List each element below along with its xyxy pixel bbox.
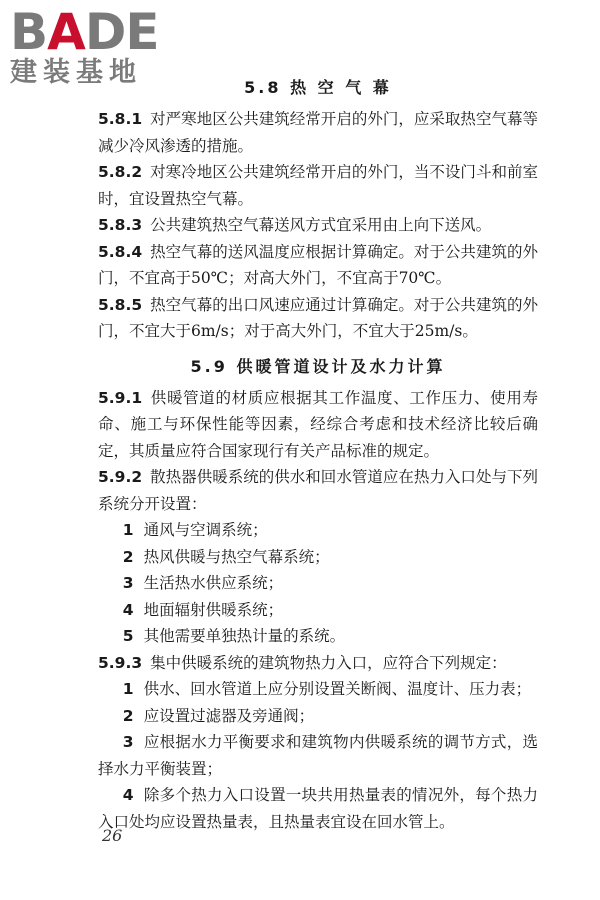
item-number: 1 <box>122 521 134 539</box>
logo-letter-a: A <box>47 3 85 61</box>
list-item <box>98 597 538 624</box>
clause-text: 供暖管道的材质应根据其工作温度、工作压力、使用寿命、施工与环保性能等因素，经综合考虑和技术经济比较后确定，其质量应符合国家现行有关产品标准的规定。 <box>98 388 538 460</box>
item-number: 3 <box>122 574 134 592</box>
clause-5-9-1 <box>98 385 538 465</box>
clause-5-8-1 <box>98 106 538 159</box>
logo-subtitle: 建装基地 <box>10 57 142 88</box>
clause-5-8-5 <box>98 292 538 345</box>
clause-number: 5.8.4 <box>98 242 143 261</box>
clause-number: 5.9.1 <box>98 388 143 407</box>
clause-number: 5.9.2 <box>98 468 143 486</box>
item-number: 3 <box>122 733 134 751</box>
item-text: 其他需要单独热计量的系统。 <box>143 627 346 645</box>
list-item <box>98 782 538 835</box>
item-text: 地面辐射供暖系统； <box>143 600 284 619</box>
clause-5-9-3 <box>98 650 538 677</box>
item-number: 1 <box>122 680 134 698</box>
logo-wordmark <box>10 3 175 61</box>
item-number: 4 <box>122 600 134 619</box>
list-item <box>98 703 538 730</box>
clause-5-8-2 <box>98 159 538 212</box>
clause-text: 热空气幕的出口风速应通过计算确定。对于公共建筑的外门，不宜大于6m/s；对于高大外门，不宜大于25m/s。 <box>98 295 538 340</box>
clause-text: 集中供暖系统的建筑物热力入口，应符合下列规定： <box>150 653 507 672</box>
list-item <box>98 570 538 597</box>
clause-5-8-3 <box>98 212 538 239</box>
clause-text: 散热器供暖系统的供水和回水管道应在热力入口处与下列系统分开设置： <box>98 468 538 513</box>
item-number: 2 <box>122 706 134 725</box>
item-text: 供水、回水管道上应分别设置关断阀、温度计、压力表； <box>143 680 532 698</box>
clause-text: 对严寒地区公共建筑经常开启的外门，应采取热空气幕等减少冷风渗透的措施。 <box>98 110 538 155</box>
item-number: 4 <box>122 786 134 804</box>
document-body <box>98 76 538 835</box>
item-text: 应设置过滤器及旁通阀； <box>143 706 315 725</box>
item-text: 热风供暖与热空气幕系统； <box>143 547 330 566</box>
list-item <box>98 729 538 782</box>
clause-text: 对寒冷地区公共建筑经常开启的外门，当不设门斗和前室时，宜设置热空气幕。 <box>98 163 538 208</box>
clause-number: 5.8.2 <box>98 163 143 181</box>
section-5-9-title: 5.9 供暖管道设计及水力计算 <box>190 356 446 376</box>
clause-number: 5.8.3 <box>98 216 143 234</box>
list-item <box>98 517 538 544</box>
logo-letter-b: B <box>10 3 48 61</box>
clause-text: 公共建筑热空气幕送风方式宜采用由上向下送风。 <box>150 216 492 234</box>
item-text: 应根据水力平衡要求和建筑物内供暖系统的调节方式，选择水力平衡装置； <box>98 733 538 778</box>
item-number: 2 <box>122 547 134 566</box>
clause-5-8-4 <box>98 239 538 292</box>
list-item <box>98 623 538 650</box>
clause-number: 5.8.5 <box>98 295 143 314</box>
clause-number: 5.9.3 <box>98 653 143 672</box>
page-number: 26 <box>102 826 123 845</box>
list-item <box>98 544 538 571</box>
list-item <box>98 676 538 703</box>
section-5-8-title: 5.8 热 空 气 幕 <box>244 78 392 97</box>
logo-letters-de: DE <box>84 3 159 61</box>
item-text: 除多个热力入口设置一块共用热量表的情况外，每个热力入口处均应设置热量表，且热量表宜设在回水管上。 <box>98 786 538 831</box>
item-text: 通风与空调系统； <box>143 521 268 539</box>
clause-text: 热空气幕的送风温度应根据计算确定。对于公共建筑的外门，不宜高于50℃；对高大外门，不宜高于70℃。 <box>98 242 538 287</box>
item-number: 5 <box>122 627 134 645</box>
clause-number: 5.8.1 <box>98 110 143 128</box>
clause-5-9-2 <box>98 464 538 517</box>
item-text: 生活热水供应系统； <box>143 574 284 592</box>
